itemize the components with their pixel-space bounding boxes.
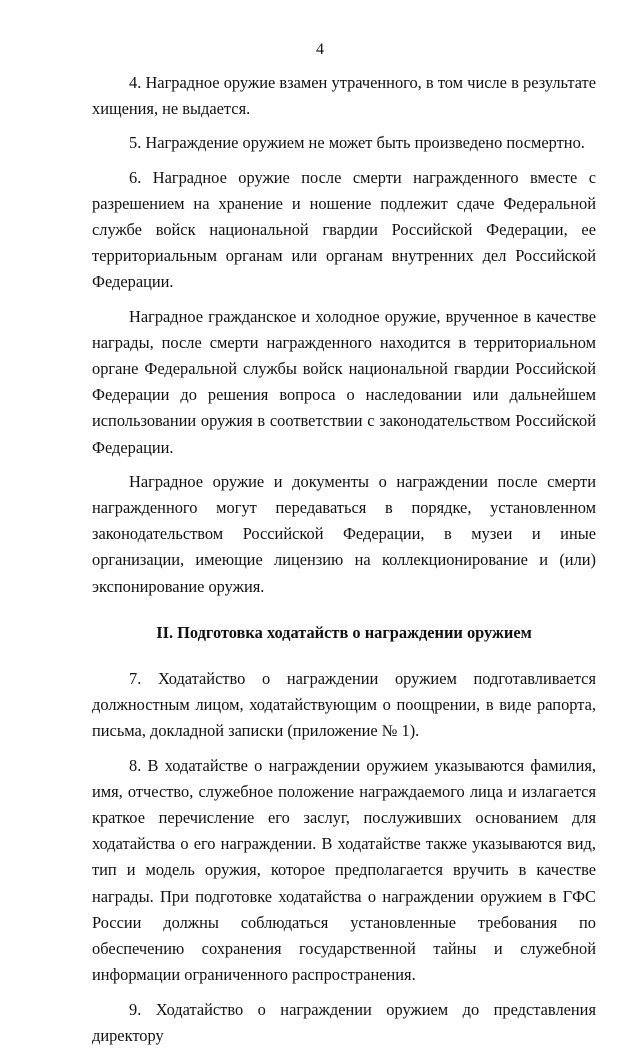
paragraph-6: 6. Наградное оружие после смерти награжденного вместе с разрешением на хранение и ношение подлежит сдаче Федеральной службе войск национальной гвардии Российской Федерации, ее территориальным органам или органам внутренних дел Российской Федерации.: [92, 167, 596, 292]
page-number: 4: [316, 41, 324, 58]
paragraph-6-civil-weapons: Наградное гражданское и холодное оружие, врученное в качестве награды, после смерти награжденного находится в территориальном органе Федеральной службы войск национальной гвардии Российской Федерации до решения вопроса о наследовании или дальнейшем использовании оружия в соответствии с законодательством Российской Федерации.: [92, 306, 596, 457]
paragraph-4: 4. Наградное оружие взамен утраченного, в том числе в результате хищения, не выдается.: [92, 73, 596, 119]
paragraph-9: 9. Ходатайство о награждении оружием до представления директору: [92, 999, 596, 1045]
paragraph-5: 5. Награждение оружием не может быть произведено посмертно.: [129, 133, 585, 153]
paragraph-8: 8. В ходатайстве о награждении оружием указываются фамилия, имя, отчество, служебное положение награждаемого лица и излагается краткое перечисление его заслуг, послуживших основанием для ходатайства о его награждении. В ходатайстве также указываются вид, тип и модель оружия, которое предполагается вручить в качестве награды. При подготовке ходатайства о награждении оружием в ГФС России должны соблюдаться установленные требования по обеспечению сохранения государственной тайны и служебной информации ограниченного распространения.: [92, 755, 596, 985]
section-title: II. Подготовка ходатайств о награждении оружием: [156, 622, 532, 642]
document-body: [92, 70, 596, 1049]
paragraph-7: 7. Ходатайство о награждении оружием подготавливается должностным лицом, ходатайствующим о поощрении, в виде рапорта, письма, докладной записки (приложение № 1).: [92, 669, 596, 741]
paragraph-6-museum-transfer: Наградное оружие и документы о награждении после смерти награжденного могут передаваться в порядке, установленном законодательством Российской Федерации, в музеи и иные организации, имеющие лицензию на коллекционирование и (или) экспонирование оружия.: [92, 471, 596, 596]
